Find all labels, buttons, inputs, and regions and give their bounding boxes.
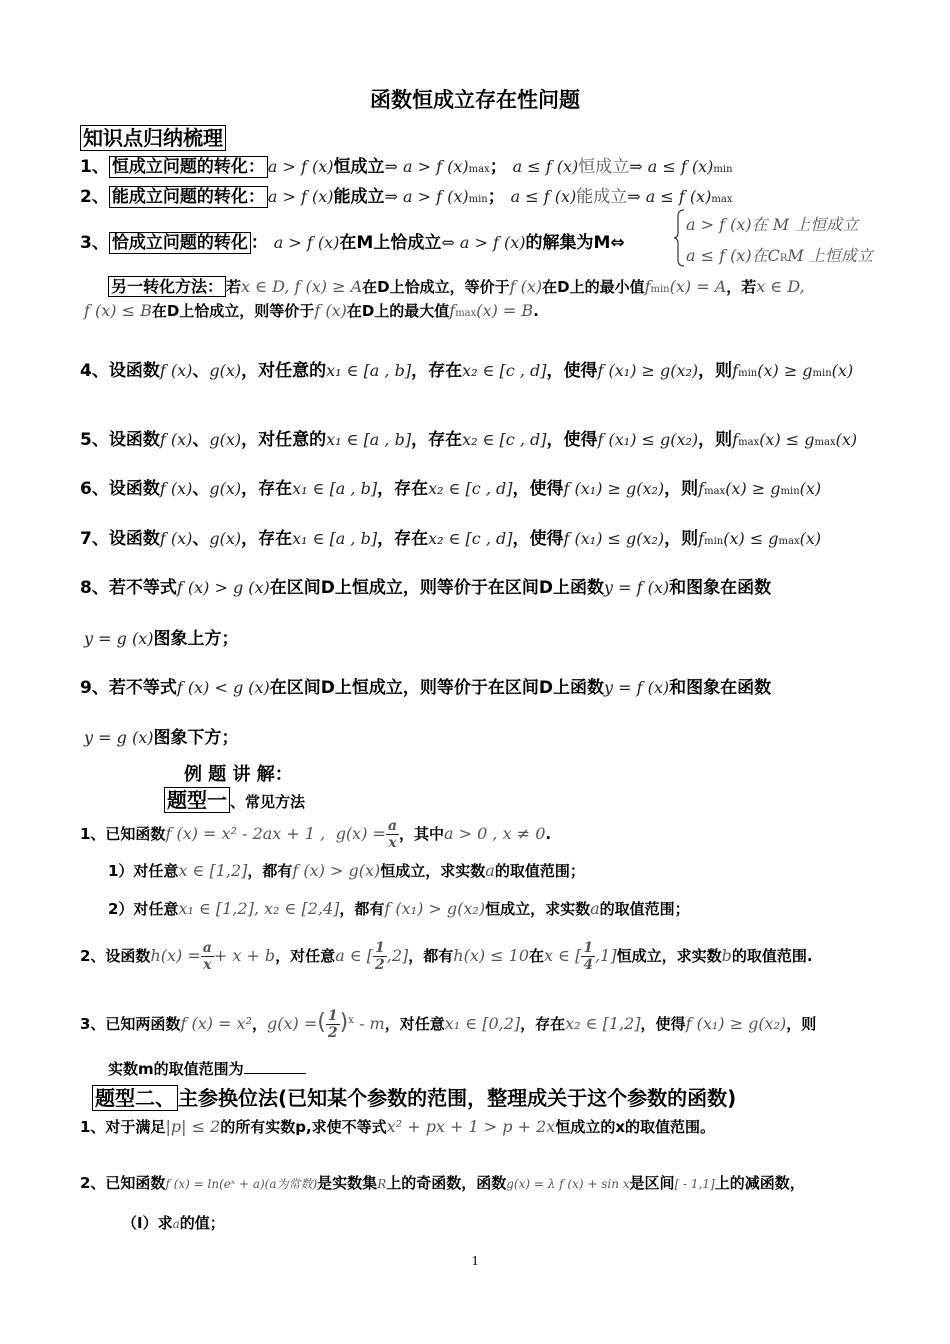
item-number: 1、 — [80, 157, 109, 177]
text-fragment: a — [590, 899, 600, 918]
question-1 — [80, 818, 950, 851]
text-fragment: 和图象在函数 — [669, 678, 772, 698]
text-fragment: 、 — [192, 479, 210, 499]
text-fragment: f — [732, 430, 739, 449]
subscript: min — [713, 164, 733, 175]
text-fragment: 恒成立，求实数 — [616, 947, 722, 965]
text-fragment: x₁ ∈ [a , b] — [326, 430, 412, 449]
text-fragment: ，使得 — [546, 361, 598, 381]
text-fragment: f (x) = ln(eˣ + a)(a为常数) — [165, 1177, 318, 1191]
text-fragment: (x) ≥ g — [725, 479, 781, 498]
text-fragment: (x) — [831, 361, 854, 380]
text: 若 — [226, 278, 242, 296]
case-2 — [686, 243, 950, 266]
text-fragment: |p| ≤ 2 — [165, 1117, 221, 1136]
text-fragment: x₁ ∈ [0,2] — [444, 1014, 521, 1033]
formula: ⇔ a > f (x) — [441, 233, 526, 252]
item-boxed-label: 恒成立问题的转化： — [109, 156, 268, 178]
text-fragment: ，其中 — [399, 825, 445, 843]
formula: (x) = A — [669, 277, 727, 296]
text-fragment: 是区间 — [629, 1174, 675, 1192]
text-fragment: g(x) — [209, 361, 242, 380]
text-fragment: . — [545, 825, 552, 843]
text-fragment: 3、已知两函数 — [80, 1015, 181, 1033]
summary-item-7 — [80, 524, 950, 549]
text-fragment: ，对任意 — [275, 947, 336, 965]
text-fragment: x — [203, 957, 212, 973]
formula: f — [644, 277, 651, 296]
text-fragment: y = g (x) — [84, 728, 154, 747]
text-fragment: 9、 — [80, 678, 109, 698]
formula: f (x) ≤ B — [84, 301, 152, 320]
text-fragment: y = g (x) — [84, 629, 154, 648]
text-fragment: ，则 — [664, 529, 699, 549]
text: ； — [489, 157, 507, 177]
text-fragment: f — [698, 479, 705, 498]
text-fragment: ，存在 — [241, 479, 293, 499]
text-fragment: 1 — [374, 940, 385, 956]
text-fragment: 在 — [529, 947, 545, 965]
page-number: 1 — [471, 1254, 479, 1269]
alt-method-line-1 — [108, 274, 950, 297]
page-title: 函数恒成立存在性问题 — [370, 88, 580, 112]
text-fragment: 2 — [327, 1025, 338, 1041]
text-fragment: 、 — [192, 361, 210, 381]
text-fragment: - m — [359, 1014, 385, 1033]
subscript: min — [650, 284, 670, 295]
text-fragment: x₁ ∈ [a , b] — [326, 361, 412, 380]
text-fragment: g(x) — [209, 529, 242, 548]
text-fragment: 的值； — [179, 1214, 225, 1232]
text-fragment: 2）对任意 — [108, 900, 179, 918]
text-fragment: 1）对任意 — [108, 862, 179, 880]
type1-heading — [164, 784, 950, 813]
summary-item-6 — [80, 474, 950, 499]
text: 的解集为M⇔ — [525, 233, 625, 253]
text-fragment: ，使得 — [512, 529, 564, 549]
text-fragment: min — [780, 486, 800, 497]
summary-item-8 — [80, 573, 950, 598]
text-fragment: g(x) — [209, 430, 242, 449]
text-fragment: ，对任意的 — [241, 430, 327, 450]
text: 恒成立 — [333, 157, 385, 177]
text-fragment: 恒成立的x的取值范围。 — [555, 1118, 715, 1136]
text-fragment: 设函数 — [108, 361, 160, 381]
subscript: max — [455, 308, 477, 319]
text-fragment: 是实数集 — [317, 1174, 378, 1192]
text: . — [533, 302, 539, 320]
text-fragment: (x) ≤ g — [723, 529, 779, 548]
text-fragment: 的取值范围. — [731, 947, 813, 965]
text-fragment: f (x) — [159, 361, 193, 380]
text-fragment: 恒成立，求实数 — [485, 900, 591, 918]
text: 能成立 — [333, 187, 385, 207]
formula: ⇒ a ≤ f (x) — [629, 157, 714, 176]
text: 在D上恰成立，等价于 — [362, 278, 510, 296]
type2-label: 题型二、 — [92, 1085, 178, 1111]
text-fragment: (x) — [799, 479, 822, 498]
text-fragment: f (x) — [159, 430, 193, 449]
text-fragment: f (x) — [159, 529, 193, 548]
subscript: max — [711, 194, 733, 205]
text-fragment: max — [778, 536, 800, 547]
text-fragment: f (x₁) ≥ g(x₂) — [563, 479, 665, 498]
text-fragment: y = f (x) — [604, 578, 670, 597]
summary-item-8-cont — [84, 624, 950, 649]
text-fragment: x₂ ∈ [1,2] — [565, 1014, 641, 1033]
summary-item-4 — [80, 356, 950, 381]
text-fragment: [ - 1,1] — [674, 1177, 715, 1191]
text-fragment: x₂ ∈ [c , d] — [428, 529, 513, 548]
text-fragment: 图象下方； — [153, 728, 239, 748]
alt-method-label: 另一转化方法： — [108, 276, 226, 297]
text-fragment: f (x₁) ≤ g(x₂) — [563, 529, 665, 548]
item-boxed-label: 恰成立问题的转化 — [109, 232, 251, 254]
text-fragment: + x + b — [213, 946, 276, 965]
text-fragment: 1 — [583, 940, 594, 956]
text-fragment: ，都有 — [408, 947, 454, 965]
text-fragment: f (x) > g(x) — [292, 861, 381, 880]
text-fragment: a ∈ [ — [335, 946, 373, 965]
summary-item-1 — [80, 152, 950, 177]
summary-item-5 — [80, 425, 950, 450]
text-fragment: x ∈ [1,2] — [178, 861, 248, 880]
text-fragment: ,2] — [386, 946, 409, 965]
text-fragment: x₁ ∈ [1,2], x₂ ∈ [2,4] — [178, 899, 340, 918]
text: 在D上恰成立，则等价于 — [151, 302, 315, 320]
question-1-part-2 — [108, 898, 950, 919]
text-fragment: 2、设函数 — [80, 947, 151, 965]
text-fragment: g(x) = λ f (x) + sin x — [506, 1177, 630, 1191]
text-fragment: min — [738, 368, 758, 379]
text: 能成立 — [576, 187, 628, 207]
param-question-1 — [80, 1116, 950, 1137]
text-fragment: ，使得 — [640, 1015, 686, 1033]
type2-heading — [92, 1082, 950, 1111]
text-fragment: ，使得 — [546, 430, 598, 450]
text-fragment: (x) — [799, 529, 822, 548]
text-fragment: ，都有 — [339, 900, 385, 918]
text-fragment: min — [704, 536, 724, 547]
text-fragment: 、 — [192, 430, 210, 450]
text-fragment: （I）求 — [122, 1214, 173, 1232]
text-fragment: 设函数 — [108, 479, 160, 499]
text: 恒成立 — [578, 157, 630, 177]
text-fragment: 2、已知函数 — [80, 1174, 166, 1192]
text-fragment: max — [704, 486, 726, 497]
formula: M 上恒成立 — [787, 246, 873, 265]
text-fragment: max — [738, 437, 760, 448]
text-fragment: ，都有 — [247, 862, 293, 880]
text-fragment: x₂ ∈ [c , d] — [462, 430, 547, 449]
text-fragment: g(x) = — [335, 824, 386, 843]
text-fragment: 的所有实数p,求使不等式 — [220, 1118, 387, 1136]
text-fragment: ， — [251, 1015, 267, 1033]
text-fragment: ，存在 — [377, 529, 429, 549]
text-fragment: 在区间D上恒成立，则等价于在区间D上函数 — [269, 578, 605, 598]
question-3: 3、已知两函数f (x) = x²，g(x) =( $\frac{1}{2}$ )$^x$ - m，对任意x₁ ∈ [0,2]，存在x₂ ∈ [1,2]，使得f (x₁) ≥ g(x₂)，则 — [80, 1008, 817, 1041]
text: ，若 — [726, 278, 757, 296]
case-1: a > f (x)在 M 上恒成立 — [686, 215, 859, 234]
text-fragment: ，存在 — [520, 1015, 566, 1033]
text-fragment: ，存在 — [411, 430, 463, 450]
subscript: min — [468, 194, 488, 205]
text-fragment: a — [202, 940, 212, 956]
text-fragment: x₁ ∈ [a , b] — [292, 529, 378, 548]
text-fragment: a — [485, 861, 495, 880]
text-fragment: ，存在 — [241, 529, 293, 549]
text-fragment: f (x₁) > g(x₂) — [384, 899, 486, 918]
text-fragment: ，对任意 — [384, 1015, 445, 1033]
text-fragment: x — [388, 835, 397, 851]
text-fragment: ，则 — [698, 361, 733, 381]
text: ； — [487, 187, 505, 207]
item-number: 3、 — [80, 233, 109, 253]
text-fragment: b — [721, 946, 732, 965]
summary-item-9 — [80, 673, 950, 698]
summary-heading-line — [80, 122, 950, 151]
text-fragment: 1 — [327, 1008, 338, 1024]
formula: ⇒ a > f (x) — [384, 187, 469, 206]
text-fragment: 设函数 — [108, 430, 160, 450]
text-fragment: 8、 — [80, 578, 109, 598]
formula: ⇒ a ≤ f (x) — [627, 187, 712, 206]
formula: x ∈ D, — [756, 277, 805, 296]
text-fragment: 的取值范围； — [599, 900, 690, 918]
text-fragment: a > 0 , x ≠ 0 — [444, 824, 546, 843]
text-fragment: x ∈ [ — [544, 946, 582, 965]
text-fragment: (x) ≤ g — [759, 430, 815, 449]
text-fragment: 、 — [192, 529, 210, 549]
text-fragment: x — [348, 1015, 354, 1026]
text-fragment: 实数m的取值范围为 — [108, 1060, 244, 1078]
text: 在M上恰成立 — [339, 233, 442, 253]
text-fragment: 设函数 — [108, 529, 160, 549]
summary-item-2 — [80, 182, 950, 207]
case-brace — [672, 208, 686, 268]
text-fragment: 上的减函数， — [714, 1174, 805, 1192]
formula: a > f (x) — [267, 187, 334, 206]
text-fragment: f (x) < g (x) — [176, 678, 270, 697]
text-fragment: 6、 — [80, 479, 109, 499]
formula: a > f (x) — [267, 157, 334, 176]
formula: f — [449, 301, 456, 320]
item-boxed-label: 能成立问题的转化： — [109, 186, 268, 208]
text-fragment: 的取值范围； — [494, 862, 585, 880]
formula: f (x) — [314, 301, 347, 320]
formula: ⇒ a > f (x) — [384, 157, 469, 176]
text-fragment: ，存在 — [377, 479, 429, 499]
answer-blank[interactable] — [244, 1059, 306, 1074]
text-fragment: f (x) = x² — [180, 1014, 252, 1033]
formula: a ≤ f (x) — [512, 157, 579, 176]
text-fragment: max — [814, 437, 836, 448]
text-fragment: x² + px + 1 > p + 2x — [386, 1117, 556, 1136]
text-fragment: f (x₁) ≥ g(x₂) — [685, 1014, 787, 1033]
text-fragment: 若不等式 — [108, 678, 177, 698]
text-fragment: f — [698, 529, 705, 548]
text-fragment: f (x) > g (x) — [176, 578, 270, 597]
text-fragment: ，则 — [786, 1015, 817, 1033]
summary-heading: 知识点归纳梳理 — [80, 125, 226, 151]
text-fragment: 和图象在函数 — [669, 578, 772, 598]
type2-text: 主参换位法(已知某个参数的范围，整理成关于这个参数的函数) — [178, 1086, 737, 1110]
param-question-2 — [80, 1172, 950, 1193]
text-fragment: 图象上方； — [153, 629, 239, 649]
text-fragment: 在区间D上恒成立，则等价于在区间D上函数 — [269, 678, 605, 698]
text-fragment: 1、对于满足 — [80, 1118, 166, 1136]
text-fragment: h(x) ≤ 10 — [453, 946, 530, 965]
text-fragment: ，存在 — [411, 361, 463, 381]
text-fragment: h(x) = — [150, 946, 201, 965]
formula: f (x) — [509, 277, 543, 296]
text-fragment: ，则 — [664, 479, 699, 499]
alt-method-line-2 — [84, 300, 950, 321]
text-fragment: f (x) — [159, 479, 193, 498]
text-fragment: x₂ ∈ [c , d] — [462, 361, 547, 380]
formula: (x) = B — [476, 301, 534, 320]
text-fragment: 4 — [583, 957, 594, 973]
text-fragment: (x) — [835, 430, 858, 449]
type1-text: 、常见方法 — [230, 793, 306, 811]
text-fragment: g(x) — [209, 479, 242, 498]
text: 在D上的最大值 — [346, 302, 450, 320]
text-fragment: min — [812, 368, 832, 379]
subscript: R — [779, 253, 788, 264]
text-fragment: a — [172, 1217, 180, 1231]
subscript: max — [468, 164, 490, 175]
text-fragment: ，则 — [698, 430, 733, 450]
text-fragment: f — [732, 361, 739, 380]
question-2 — [80, 940, 950, 973]
type1-label: 题型一 — [164, 787, 230, 813]
text-fragment: y = f (x) — [604, 678, 670, 697]
text-fragment: x₂ ∈ [c , d] — [428, 479, 513, 498]
question-3-cont — [108, 1058, 950, 1079]
text-fragment: 上的奇函数，函数 — [386, 1174, 507, 1192]
text-fragment: g(x) = — [267, 1014, 318, 1033]
text-fragment: 5、 — [80, 430, 109, 450]
question-1-part-1 — [108, 860, 950, 881]
text-fragment: 若不等式 — [108, 578, 177, 598]
text-fragment: 1、已知函数 — [80, 825, 166, 843]
formula: a ≤ f (x) — [510, 187, 577, 206]
formula: a ≤ f (x)在C — [686, 246, 780, 265]
text-fragment: R — [377, 1177, 387, 1191]
text-fragment: f (x₁) ≤ g(x₂) — [597, 430, 699, 449]
text-fragment: x₁ ∈ [a , b] — [292, 479, 378, 498]
text-fragment: 4、 — [80, 361, 109, 381]
text-fragment: (x) ≥ g — [757, 361, 813, 380]
summary-item-9-cont — [84, 723, 950, 748]
text-fragment: f (x) = x² - 2ax + 1 , — [165, 824, 326, 843]
examples-heading: 例 题 讲 解： — [184, 764, 293, 785]
text-fragment: ，对任意的 — [241, 361, 327, 381]
param-question-2-part-1 — [122, 1212, 950, 1233]
text-fragment: 恒成立，求实数 — [380, 862, 486, 880]
item-number: 2、 — [80, 187, 109, 207]
text-fragment: f (x₁) ≥ g(x₂) — [597, 361, 699, 380]
text-fragment: ，使得 — [512, 479, 564, 499]
text-fragment: a — [387, 818, 398, 834]
formula: a > f (x) — [273, 233, 340, 252]
text-fragment: 7、 — [80, 529, 109, 549]
text-fragment: ,1] — [595, 946, 617, 965]
text: ： — [250, 233, 268, 253]
formula: x ∈ D, f (x) ≥ A — [241, 277, 363, 296]
text: 在D上的最小值 — [542, 278, 645, 296]
text-fragment: 2 — [374, 957, 385, 973]
